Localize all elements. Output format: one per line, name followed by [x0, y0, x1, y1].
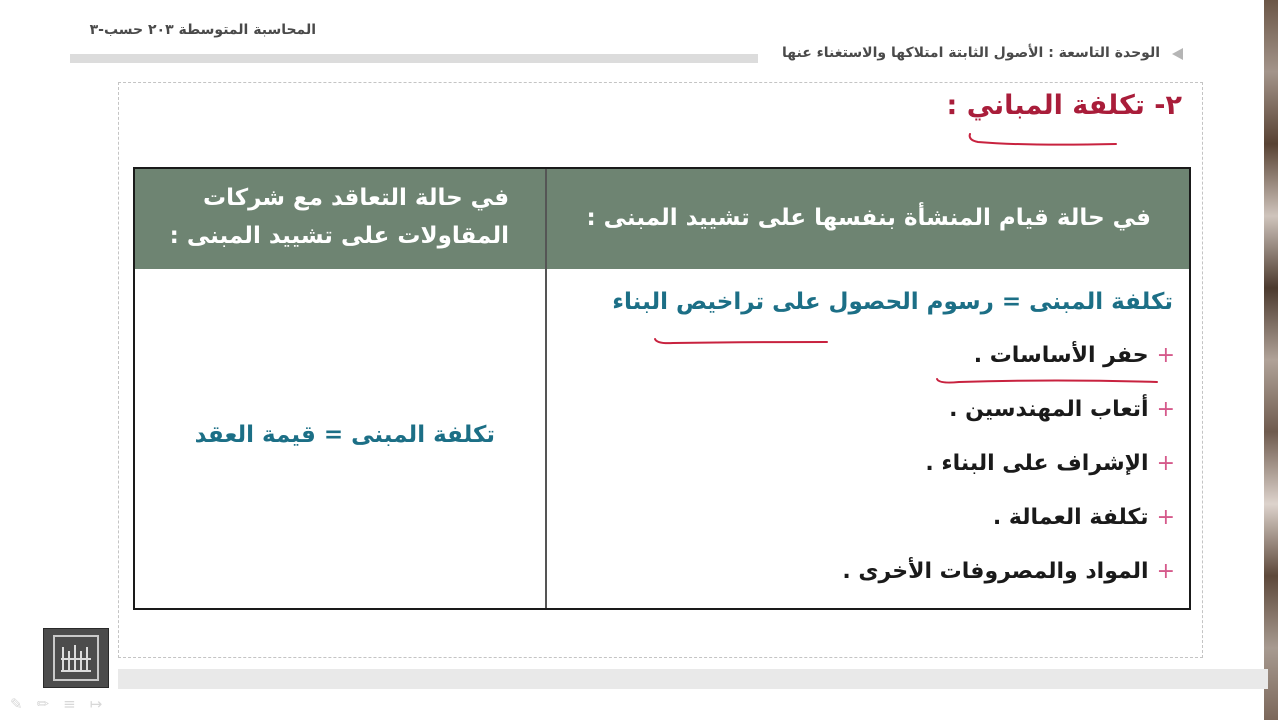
cost-item-label: أتعاب المهندسين .: [949, 397, 1149, 422]
cost-item: [555, 447, 1175, 481]
cost-item-label: حفر الأساسات .: [973, 343, 1149, 368]
self-construction-formula: تكلفة المبنى = رسوم الحصول على تراخيص البناء: [612, 289, 1173, 315]
triangle-left-icon: [1172, 48, 1183, 60]
self-construction-header-cell: في حالة قيام المنشأة بنفسها على تشييد المبنى :: [547, 169, 1189, 269]
notes-icon[interactable]: ≡: [63, 695, 90, 713]
cost-item: [555, 555, 1175, 589]
formula-underline-annotation: [653, 335, 829, 349]
cost-item-label: الإشراف على البناء .: [925, 451, 1149, 476]
plus-icon: +: [1156, 559, 1175, 584]
section-heading: ٢- تكلفة المباني :: [946, 90, 1182, 121]
player-bottom-bar: [118, 669, 1268, 689]
player-toolbar: [10, 695, 140, 715]
unit-title: الوحدة التاسعة : الأصول الثابتة امتلاكها والاستغناء عنها: [781, 45, 1160, 61]
logo-glyph: [55, 637, 97, 679]
cost-item: [555, 501, 1175, 535]
column-divider: [545, 169, 547, 608]
plus-icon: +: [1156, 397, 1175, 422]
course-title: المحاسبة المتوسطة ٢٠٣ حسب-٣: [89, 22, 316, 38]
plus-icon: +: [1156, 451, 1175, 476]
pen-icon[interactable]: ✎: [10, 695, 37, 713]
cost-item-label: المواد والمصروفات الأخرى .: [842, 559, 1149, 584]
plus-icon: +: [1156, 343, 1175, 368]
cost-item: [555, 393, 1175, 427]
logo-frame: [53, 635, 99, 681]
heading-underline-annotation: [966, 128, 1120, 148]
video-edge-strip: [1264, 0, 1278, 720]
university-logo-icon: [43, 628, 109, 688]
cost-item: [555, 339, 1175, 373]
pencil-icon[interactable]: ✏: [36, 695, 64, 713]
contractor-formula: تكلفة المبنى = قيمة العقد: [194, 422, 495, 448]
item-underline-annotation: [935, 373, 1161, 389]
pointer-icon[interactable]: ↦: [89, 695, 117, 713]
plus-icon: +: [1156, 505, 1175, 530]
header-progress-bar: [70, 54, 758, 63]
contractor-header-cell: في حالة التعاقد مع شركات المقاولات على تشييد المبنى :: [135, 169, 545, 269]
cost-item-label: تكلفة العمالة .: [992, 505, 1149, 530]
